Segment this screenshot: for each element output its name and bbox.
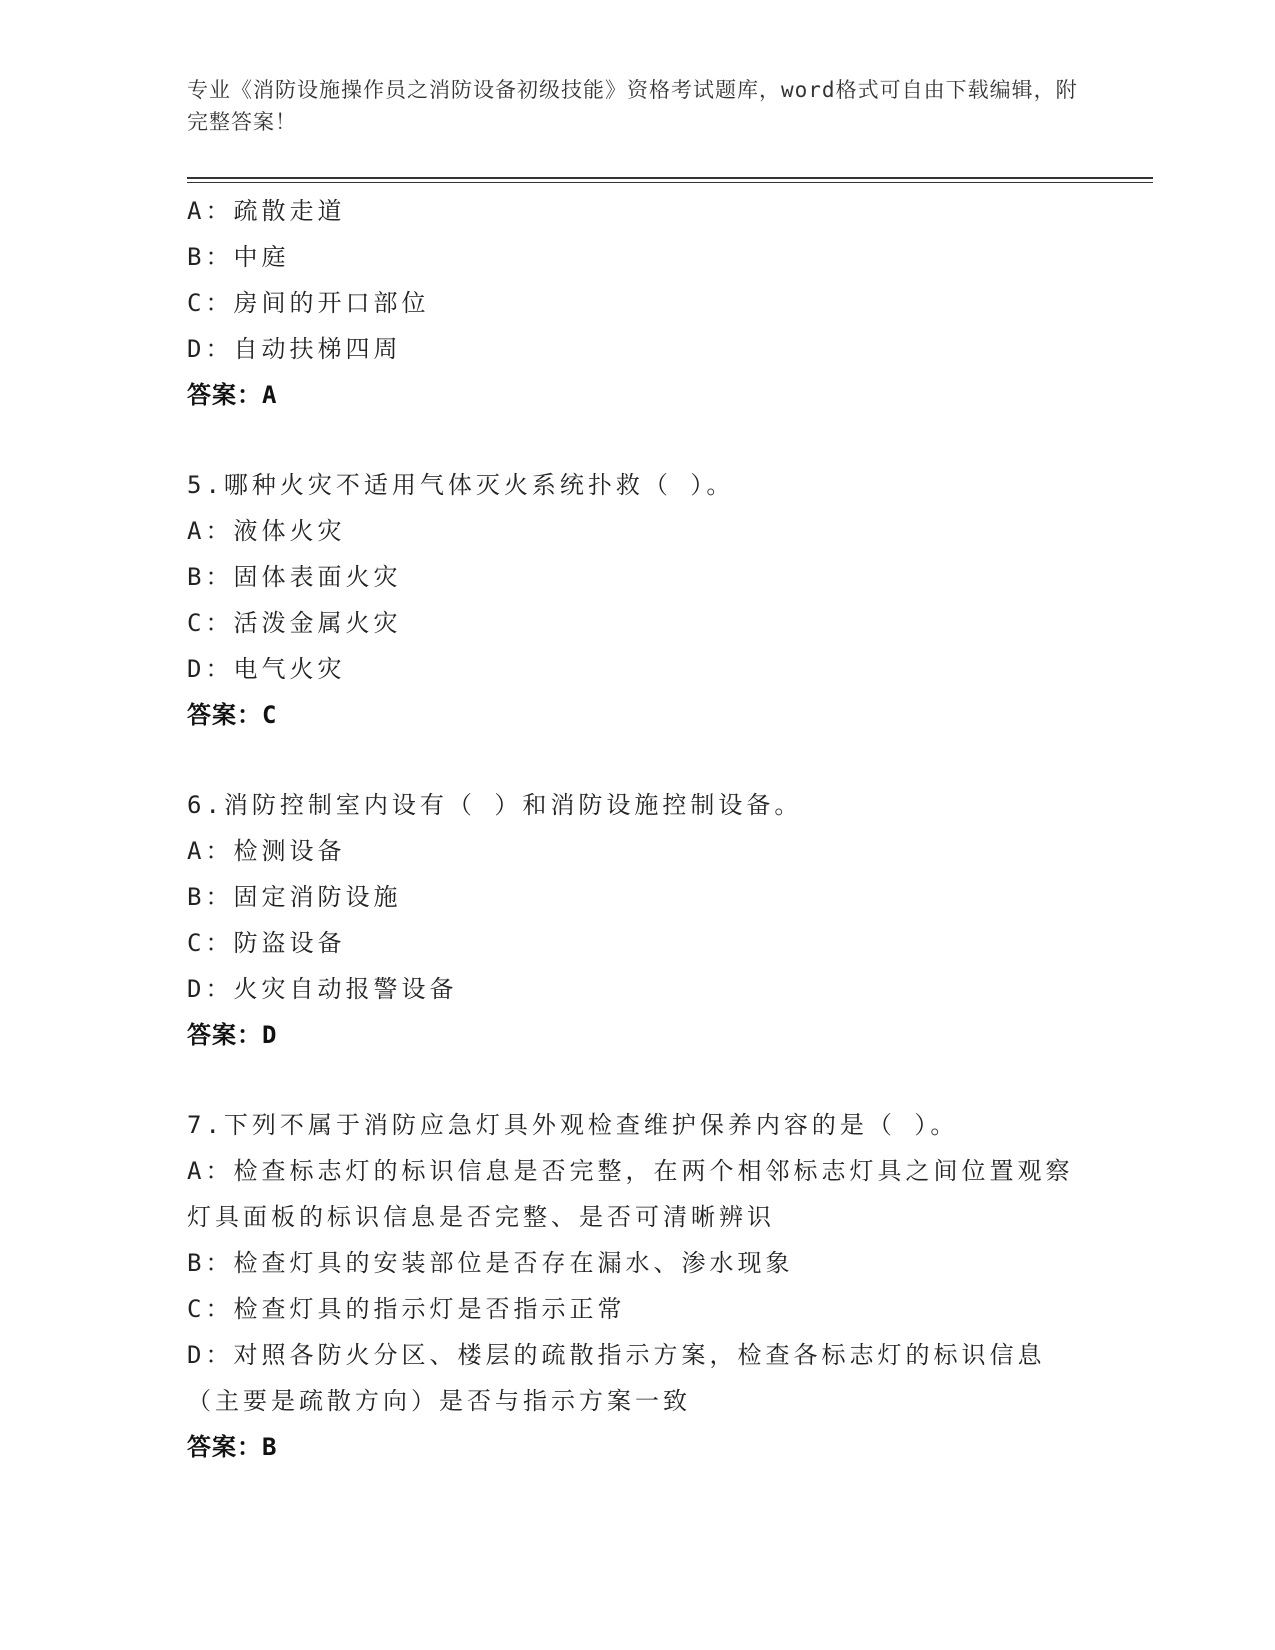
spacer — [187, 418, 1087, 462]
option-a: A：液体火灾 — [187, 517, 346, 545]
header-text: 专业《消防设施操作员之消防设备初级技能》资格考试题库，word格式可自由下载编辑，附完整答案！ — [187, 78, 1078, 134]
option-d: D：电气火灾 — [187, 655, 346, 683]
header-divider — [187, 177, 1153, 183]
spacer — [187, 1058, 1087, 1102]
answer: 答案：B — [187, 1433, 278, 1461]
question-stem: 5.哪种火灾不适用气体灭火系统扑救（ ）。 — [187, 471, 735, 499]
question-5 — [187, 462, 1087, 738]
option-c: C：房间的开口部位 — [187, 289, 430, 317]
option-c: C：活泼金属火灾 — [187, 609, 402, 637]
option-d: D：对照各防火分区、楼层的疏散指示方案，检查各标志灯的标识信息（主要是疏散方向）是否与指示方案一致 — [187, 1341, 1046, 1415]
option-b: B：固体表面火灾 — [187, 563, 402, 591]
option-a: A：疏散走道 — [187, 197, 346, 225]
option-c: C：防盗设备 — [187, 929, 346, 957]
option-d: D：火灾自动报警设备 — [187, 975, 458, 1003]
question-stem: 7.下列不属于消防应急灯具外观检查维护保养内容的是（ ）。 — [187, 1111, 959, 1139]
document-header — [187, 74, 1087, 138]
answer: 答案：D — [187, 1021, 278, 1049]
option-a: A：检查标志灯的标识信息是否完整，在两个相邻标志灯具之间位置观察灯具面板的标识信息是否完整、是否可清晰辨识 — [187, 1157, 1074, 1231]
option-b: B：固定消防设施 — [187, 883, 402, 911]
answer: 答案：A — [187, 381, 278, 409]
answer: 答案：C — [187, 701, 278, 729]
spacer — [187, 738, 1087, 782]
option-b: B：中庭 — [187, 243, 290, 271]
question-6 — [187, 782, 1087, 1058]
option-b: B：检查灯具的安装部位是否存在漏水、渗水现象 — [187, 1249, 794, 1277]
question-4-continued — [187, 188, 1087, 418]
option-c: C：检查灯具的指示灯是否指示正常 — [187, 1295, 626, 1323]
option-d: D：自动扶梯四周 — [187, 335, 402, 363]
question-list — [187, 188, 1087, 1470]
question-stem: 6.消防控制室内设有（ ）和消防设施控制设备。 — [187, 791, 803, 819]
option-a: A：检测设备 — [187, 837, 346, 865]
question-7 — [187, 1102, 1087, 1470]
